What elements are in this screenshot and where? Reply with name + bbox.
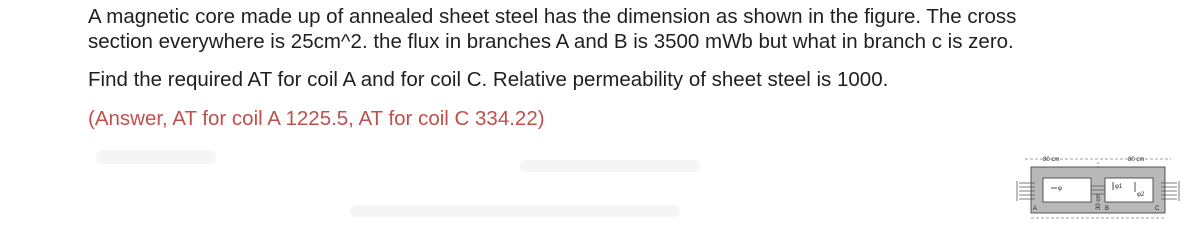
faint-smudge — [520, 160, 700, 172]
answer-line: (Answer, AT for coil A 1225.5, AT for coil C 334.22) — [88, 107, 545, 130]
flux-label: φ — [1058, 186, 1062, 192]
faint-smudge — [350, 205, 680, 217]
core-window-left — [1043, 178, 1091, 202]
flux2-label: φ2 — [1137, 192, 1145, 198]
problem-line-1: A magnetic core made up of annealed sheet steel has the dimension as shown in the figure. The cross — [88, 5, 1017, 28]
dim-label-vertical: 30 cm — [1096, 193, 1102, 210]
flux1-label: φ1 — [1115, 184, 1123, 190]
label-a: A — [1033, 206, 1038, 212]
dim-label-left: 80 cm — [1043, 157, 1060, 163]
core-window-right — [1105, 178, 1153, 202]
faint-smudge — [96, 150, 216, 164]
problem-line-3: Find the required AT for coil A and for coil C. Relative permeability of sheet steel is 1000. — [88, 68, 889, 91]
label-b: B — [1105, 206, 1110, 212]
label-c: C — [1155, 206, 1160, 212]
problem-line-2: section everywhere is 25cm^2. the flux in branches A and B is 3500 mWb but what in branch c is zero. — [88, 30, 1014, 53]
dim-label-right: 80 cm — [1128, 157, 1145, 163]
magnetic-core-diagram — [1013, 152, 1183, 224]
magnetic-core-figure — [1013, 152, 1183, 224]
